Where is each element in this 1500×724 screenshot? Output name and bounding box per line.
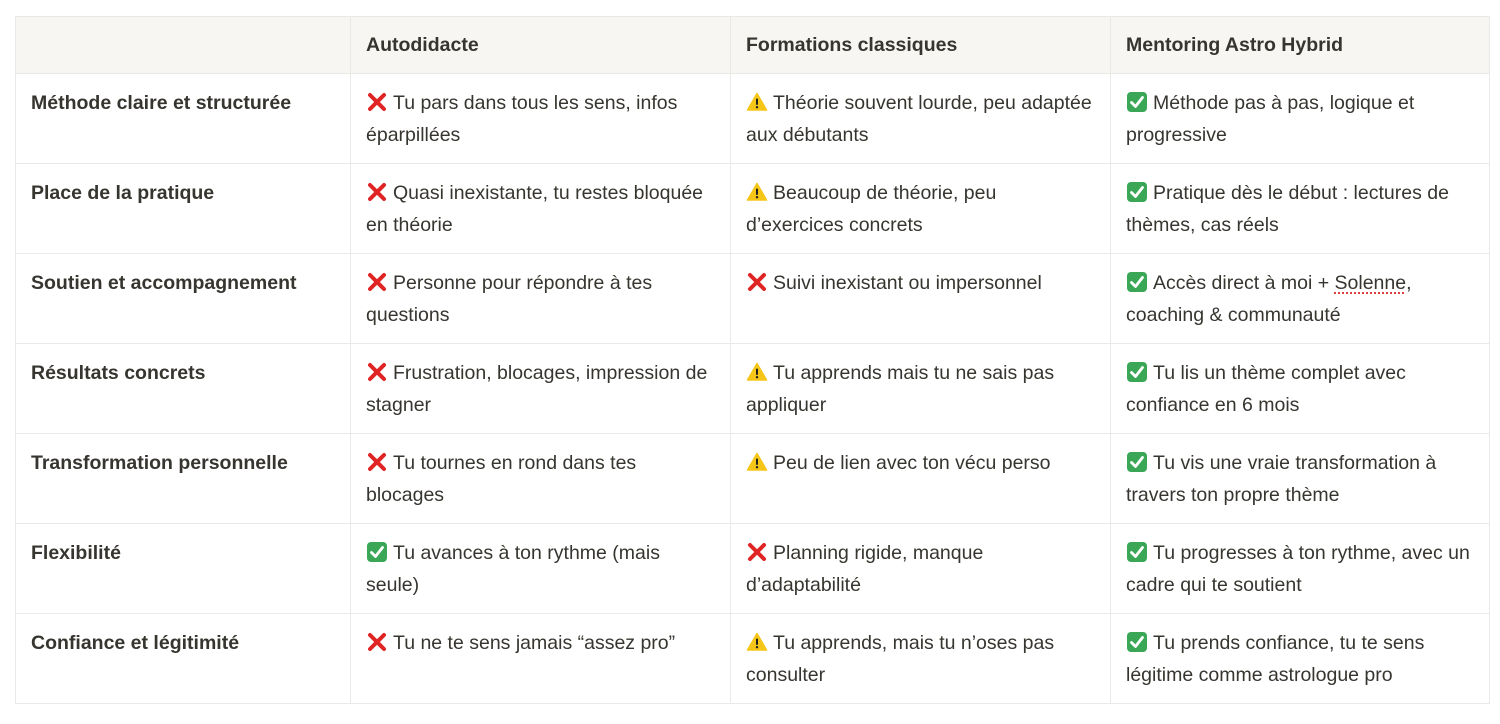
cell-text: Théorie souvent lourde, peu adaptée aux débutants (746, 92, 1092, 146)
warning-icon (746, 361, 768, 383)
cell-text: Pratique dès le début : lectures de thèmes, cas réels (1126, 182, 1449, 236)
table-cell (1111, 434, 1490, 524)
cell-text: Personne pour répondre à tes questions (366, 272, 653, 326)
row-label: Méthode claire et structurée (16, 74, 351, 164)
cross-mark-icon (366, 271, 388, 293)
check-mark-icon (1126, 91, 1148, 113)
comparison-table (15, 16, 1490, 704)
table-row (16, 74, 1490, 164)
table-cell (731, 344, 1111, 434)
table-cell (351, 434, 731, 524)
row-label: Place de la pratique (16, 164, 351, 254)
column-header-formations-classiques: Formations classiques (731, 17, 1111, 74)
table-cell (351, 344, 731, 434)
check-mark-icon (1126, 361, 1148, 383)
cell-text: Quasi inexistante, tu restes bloquée en théorie (366, 182, 704, 236)
row-label: Flexibilité (16, 524, 351, 614)
table-cell (1111, 344, 1490, 434)
check-mark-icon (1126, 631, 1148, 653)
table-cell (351, 614, 731, 704)
table-cell (731, 164, 1111, 254)
cell-text: Tu ne te sens jamais “assez pro” (393, 632, 676, 654)
cross-mark-icon (746, 271, 768, 293)
cross-mark-icon (366, 91, 388, 113)
cell-text-before: Accès direct à moi + (1153, 272, 1335, 294)
table-cell (351, 74, 731, 164)
row-label: Confiance et légitimité (16, 614, 351, 704)
spellcheck-flagged-word: Solenne (1334, 272, 1407, 294)
cross-mark-icon (366, 451, 388, 473)
cell-text: Tu tournes en rond dans tes blocages (366, 452, 637, 506)
cross-mark-icon (366, 631, 388, 653)
table-cell (351, 254, 731, 344)
cell-text: Beaucoup de théorie, peu d’exercices concrets (746, 182, 997, 236)
cell-text: Tu vis une vraie transformation à travers ton propre thème (1126, 452, 1437, 506)
check-mark-icon (1126, 541, 1148, 563)
table-cell (1111, 614, 1490, 704)
cell-text: Tu prends confiance, tu te sens légitime comme astrologue pro (1126, 632, 1425, 686)
table-cell (731, 524, 1111, 614)
check-mark-icon (1126, 451, 1148, 473)
check-mark-icon (1126, 181, 1148, 203)
cell-text: Tu lis un thème complet avec confiance en 6 mois (1126, 362, 1406, 416)
comparison-table-container (15, 16, 1489, 704)
warning-icon (746, 181, 768, 203)
row-label: Transformation personnelle (16, 434, 351, 524)
warning-icon (746, 91, 768, 113)
column-header-autodidacte: Autodidacte (351, 17, 731, 74)
table-row (16, 344, 1490, 434)
row-label: Soutien et accompagnement (16, 254, 351, 344)
table-row (16, 254, 1490, 344)
table-row (16, 434, 1490, 524)
warning-icon (746, 631, 768, 653)
cell-text-after: , coaching & communauté (1126, 272, 1412, 326)
table-cell (1111, 254, 1490, 344)
cell-text: Frustration, blocages, impression de stagner (366, 362, 708, 416)
table-cell (731, 254, 1111, 344)
cross-mark-icon (746, 541, 768, 563)
table-header-row (16, 17, 1490, 74)
table-cell (731, 614, 1111, 704)
table-cell (731, 434, 1111, 524)
table-cell (1111, 524, 1490, 614)
check-mark-icon (366, 541, 388, 563)
table-row (16, 614, 1490, 704)
cell-text: Tu apprends, mais tu n’oses pas consulter (746, 632, 1055, 686)
check-mark-icon (1126, 271, 1148, 293)
cell-text: Planning rigide, manque d’adaptabilité (746, 542, 984, 596)
table-cell (1111, 74, 1490, 164)
row-label: Résultats concrets (16, 344, 351, 434)
table-cell (351, 164, 731, 254)
column-header-mentoring-astro-hybrid: Mentoring Astro Hybrid (1111, 17, 1490, 74)
cross-mark-icon (366, 181, 388, 203)
table-cell (731, 74, 1111, 164)
table-cell (1111, 164, 1490, 254)
table-row (16, 524, 1490, 614)
cell-text: Tu apprends mais tu ne sais pas appliquer (746, 362, 1055, 416)
table-cell (351, 524, 731, 614)
cross-mark-icon (366, 361, 388, 383)
cell-text: Tu progresses à ton rythme, avec un cadre qui te soutient (1126, 542, 1470, 596)
cell-text: Suivi inexistant ou impersonnel (773, 272, 1042, 294)
table-row (16, 164, 1490, 254)
cell-text: Peu de lien avec ton vécu perso (773, 452, 1051, 474)
cell-text: Tu avances à ton rythme (mais seule) (366, 542, 660, 596)
cell-text: Tu pars dans tous les sens, infos éparpillées (366, 92, 678, 146)
cell-text: Méthode pas à pas, logique et progressive (1126, 92, 1415, 146)
warning-icon (746, 451, 768, 473)
header-empty-cell (16, 17, 351, 74)
